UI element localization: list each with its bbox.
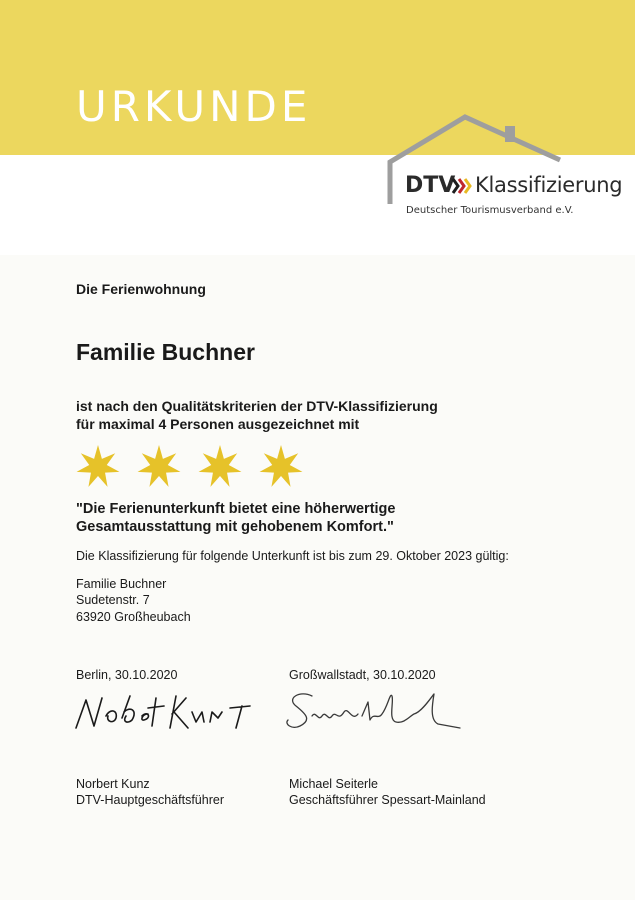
validity-statement: Die Klassifizierung für folgende Unterkunft ist bis zum 29. Oktober 2023 gültig: xyxy=(76,549,509,563)
address-line-3: 63920 Großheubach xyxy=(76,609,191,624)
right-signer-name: Michael Seiterle xyxy=(289,777,378,791)
certificate-title: URKUNDE xyxy=(76,82,312,131)
property-address xyxy=(76,576,191,625)
star-rating xyxy=(74,444,314,495)
right-signer xyxy=(289,776,486,809)
left-handwritten-signature xyxy=(72,688,262,738)
address-line-2: Sudetenstr. 7 xyxy=(76,593,150,608)
star-rating-svg xyxy=(74,444,314,490)
logo-subtitle: Deutscher Tourismusverband e.V. xyxy=(406,205,574,216)
right-signer-role: Geschäftsführer Spessart-Mainland xyxy=(289,793,486,808)
left-signer-role: DTV-Hauptgeschäftsführer xyxy=(76,793,224,808)
left-signer xyxy=(76,776,224,809)
address-line-1: Familie Buchner xyxy=(76,577,167,591)
dtv-chevron-icon xyxy=(451,175,473,197)
rating-star-icon xyxy=(199,445,242,487)
right-signature-date: Großwallstadt, 30.10.2020 xyxy=(289,668,436,682)
property-name: Familie Buchner xyxy=(76,339,255,365)
rating-star-icon xyxy=(260,445,303,487)
logo-brand: DTV xyxy=(405,173,456,198)
right-handwritten-signature xyxy=(282,686,472,738)
rating-quote xyxy=(76,500,395,536)
quote-line-1: "Die Ferienunterkunft bietet eine höherwertige xyxy=(76,501,396,517)
logo-name: Klassifizierung xyxy=(475,173,623,197)
left-signature-date: Berlin, 30.10.2020 xyxy=(76,668,178,682)
rating-star-icon xyxy=(138,445,181,487)
criteria-line-2: für maximal 4 Personen ausgezeichnet mit xyxy=(76,415,360,432)
property-type-label: Die Ferienwohnung xyxy=(76,281,206,297)
rating-star-icon xyxy=(77,445,120,487)
quote-line-2: Gesamtausstattung mit gehobenem Komfort." xyxy=(76,519,394,536)
certificate-header xyxy=(0,0,635,255)
criteria-statement xyxy=(76,398,438,433)
criteria-line-1: ist nach den Qualitätskriterien der DTV-Klassifizierung xyxy=(76,398,438,414)
left-signer-name: Norbert Kunz xyxy=(76,777,150,791)
